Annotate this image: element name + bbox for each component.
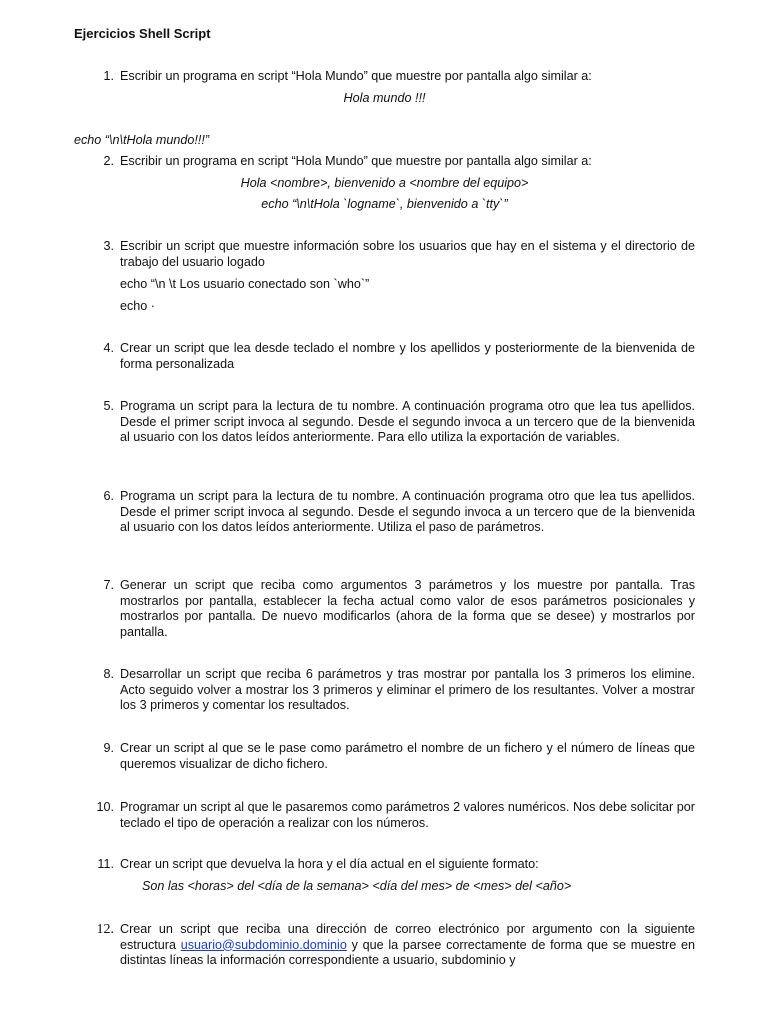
exercise-number: 12. — [96, 922, 114, 937]
exercise-2-example: Hola <nombre>, bienvenido a <nombre del equipo> — [240, 176, 529, 190]
exercise-7 — [74, 578, 695, 640]
exercise-1 — [74, 69, 695, 85]
exercise-text: Desarrollar un script que reciba 6 parámetros y tras mostrar por pantalla los 3 primeros los elimine. Acto seguido volver a mostrar los 3 primeros y eliminar el primero de los resultantes. Volver a mostrar los 3 primeros y comentar los resultados. — [120, 667, 695, 713]
exercise-12 — [74, 922, 695, 969]
exercise-number: 3. — [103, 239, 114, 253]
exercise-text: Generar un script que reciba como argumentos 3 parámetros y los muestre por pantalla. Tras mostrarlos por pantalla, establecer la fecha actual como valor de esos parámetros posicionales y mostrarlos por pantalla. De nuevo modificarlos (ahora de la forma que se desee) y mostrarlos por pantalla. — [120, 578, 695, 639]
exercise-text: Escribir un programa en script “Hola Mundo” que muestre por pantalla algo similar a: — [120, 154, 592, 168]
exercise-1-example: Hola mundo !!! — [343, 91, 426, 105]
exercise-text-after: y que la parsee correctamente de forma que se muestre en distintas líneas la información correspondiente a usuario, subdominio y — [120, 937, 695, 968]
exercise-text — [120, 922, 695, 969]
exercise-number: 11. — [97, 857, 114, 871]
exercise-11 — [74, 857, 695, 873]
exercise-8 — [74, 667, 695, 714]
exercise-text-before: Crear un script que reciba una dirección de correo electrónico por argumento con la siguiente estructura — [120, 922, 695, 952]
document-title: Ejercicios Shell Script — [74, 26, 211, 41]
exercise-text: Escribir un script que muestre información sobre los usuarios que hay en el sistema y el directorio de trabajo del usuario logado — [120, 239, 695, 269]
exercise-number: 5. — [103, 399, 114, 413]
exercise-4 — [74, 341, 695, 372]
exercise-3 — [74, 239, 695, 270]
exercise-11-example: Son las <horas> del <día de la semana> <día del mes> de <mes> del <año> — [142, 879, 572, 893]
exercise-text: Crear un script que lea desde teclado el nombre y los apellidos y posteriormente de la bienvenida de forma personalizada — [120, 341, 695, 371]
exercise-9 — [74, 741, 695, 772]
exercise-text: Programar un script al que le pasaremos como parámetros 2 valores numéricos. Nos debe solicitar por teclado el tipo de operación a realizar con los números. — [120, 800, 695, 830]
exercise-number: 2. — [103, 154, 114, 168]
exercise-number: 9. — [103, 741, 114, 755]
email-example-link[interactable]: usuario@subdominio.dominio — [180, 937, 347, 952]
exercise-number: 8. — [103, 667, 114, 681]
exercise-10 — [74, 800, 695, 831]
exercise-2 — [74, 154, 695, 170]
exercise-text: Crear un script al que se le pase como parámetro el nombre de un fichero y el número de líneas que queremos visualizar de dicho fichero. — [120, 741, 695, 771]
exercise-1-code: echo “\n\tHola mundo!!!” — [74, 133, 210, 147]
exercise-text: Crear un script que devuelva la hora y el día actual en el siguiente formato: — [120, 857, 539, 871]
exercise-number: 1. — [103, 69, 114, 83]
exercise-number: 4. — [103, 341, 114, 355]
exercise-text: Escribir un programa en script “Hola Mundo” que muestre por pantalla algo similar a: — [120, 69, 592, 83]
exercise-text: Programa un script para la lectura de tu nombre. A continuación programa otro que lea tus apellidos. Desde el primer script invoca al segundo. Desde el segundo invoca a un tercero que de la bienvenida al usuario con los datos leídos anteriormente. Para ello utiliza la exportación de variables. — [120, 399, 695, 445]
exercise-3-code-1: echo “\n \t Los usuario conectado son `who`” — [120, 277, 370, 291]
exercise-number: 7. — [103, 578, 114, 592]
exercise-5 — [74, 399, 695, 446]
exercise-2-code: echo “\n\tHola `logname`, bienvenido a `tty`” — [261, 197, 508, 211]
exercise-number: 6. — [103, 489, 114, 503]
exercise-number: 10. — [96, 800, 114, 814]
exercise-3-code-2: echo · — [120, 299, 156, 313]
exercise-6 — [74, 489, 695, 536]
exercise-text: Programa un script para la lectura de tu nombre. A continuación programa otro que lea tus apellidos. Desde el primer script invoca al segundo. Desde el segundo invoca a un tercero que de la bienvenida al usuario con los datos leídos anteriormente. Utiliza el paso de parámetros. — [120, 489, 695, 535]
